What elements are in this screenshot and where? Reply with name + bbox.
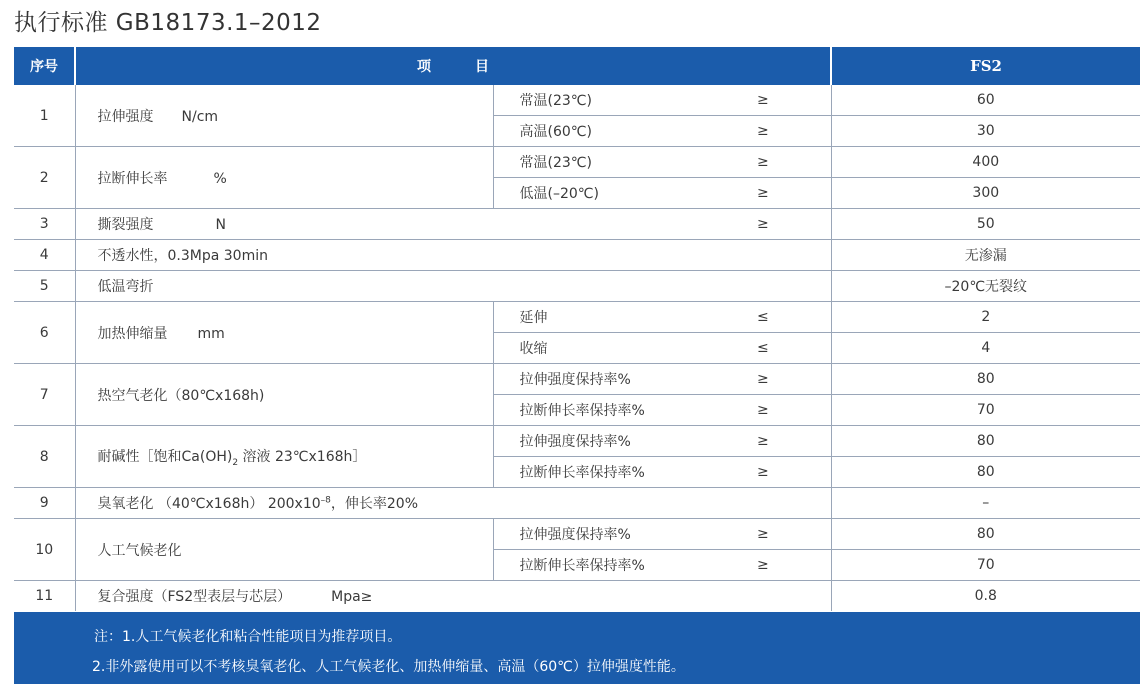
row-condition: 拉伸强度保持率%	[493, 519, 687, 550]
row-item	[75, 488, 831, 519]
row-item: 人工气候老化	[75, 519, 493, 581]
item-label: 复合强度（FS2型表层与芯层）	[97, 589, 292, 605]
row-condition: 收缩	[493, 333, 687, 364]
row-number: 9	[14, 488, 75, 519]
row-number: 6	[14, 302, 75, 364]
row-condition: 拉伸强度保持率%	[493, 426, 687, 457]
table-row	[14, 147, 1140, 178]
item-label-rest: 溶液 23℃x168h］	[238, 448, 367, 465]
row-item	[75, 209, 687, 240]
row-condition: 常温(23℃)	[493, 147, 687, 178]
row-symbol: ≤	[687, 333, 831, 364]
row-condition: 拉伸强度保持率%	[493, 364, 687, 395]
row-value: 300	[831, 178, 1140, 209]
table-row	[14, 302, 1140, 333]
item-unit: N/cm	[181, 108, 219, 125]
row-symbol: ≤	[687, 302, 831, 333]
row-value: 80	[831, 426, 1140, 457]
row-condition: 拉断伸长率保持率%	[493, 550, 687, 581]
row-value: –	[831, 488, 1140, 519]
row-item: 不透水性，0.3Mpa 30min	[75, 240, 831, 271]
row-symbol: ≥	[687, 147, 831, 178]
item-label: 加热伸缩量	[97, 325, 168, 342]
row-condition: 常温(23℃)	[493, 85, 687, 116]
row-item: 热空气老化（80℃x168h)	[75, 364, 493, 426]
row-value: 无渗漏	[831, 240, 1140, 271]
row-symbol: ≥	[687, 519, 831, 550]
row-number: 2	[14, 147, 75, 209]
item-label: 臭氧老化 （40℃x168h） 200x10	[97, 496, 321, 512]
table-row	[14, 488, 1140, 519]
spec-table	[14, 47, 1140, 611]
row-value: 70	[831, 395, 1140, 426]
page-title: 执行标准 GB18173.1–2012	[14, 10, 322, 36]
table-row	[14, 581, 1140, 612]
row-symbol: ≥	[687, 457, 831, 488]
item-unit: Mpa≥	[331, 589, 373, 605]
row-number: 7	[14, 364, 75, 426]
row-number: 1	[14, 85, 75, 147]
row-number: 8	[14, 426, 75, 488]
header-no: 序号	[14, 47, 75, 85]
row-value: 30	[831, 116, 1140, 147]
item-label: 拉断伸长率	[97, 170, 168, 187]
table-row	[14, 519, 1140, 550]
header-value: FS2	[831, 47, 1140, 85]
row-symbol: ≥	[687, 426, 831, 457]
table-row	[14, 240, 1140, 271]
row-value: 50	[831, 209, 1140, 240]
item-label: 耐碱性［饱和Ca(OH)	[97, 448, 233, 465]
row-symbol: ≥	[687, 364, 831, 395]
row-number: 4	[14, 240, 75, 271]
row-condition: 延伸	[493, 302, 687, 333]
row-value: 80	[831, 364, 1140, 395]
row-item	[75, 426, 493, 488]
table-row	[14, 209, 1140, 240]
table-row	[14, 85, 1140, 116]
item-label: 拉伸强度	[97, 108, 154, 125]
row-symbol: ≥	[687, 178, 831, 209]
row-condition: 拉断伸长率保持率%	[493, 457, 687, 488]
row-item: 低温弯折	[75, 271, 831, 302]
note-line: 注：1.人工气候老化和粘合性能项目为推荐项目。	[94, 629, 402, 645]
item-superscript: –8	[320, 495, 331, 506]
table-row	[14, 271, 1140, 302]
row-condition: 低温(–20℃)	[493, 178, 687, 209]
table-header-row	[14, 47, 1140, 85]
row-number: 5	[14, 271, 75, 302]
row-number: 10	[14, 519, 75, 581]
row-item	[75, 85, 493, 147]
row-value: –20℃无裂纹	[831, 271, 1140, 302]
notes-box	[14, 612, 1140, 684]
row-symbol: ≥	[687, 85, 831, 116]
table-row	[14, 364, 1140, 395]
row-value: 70	[831, 550, 1140, 581]
row-condition: 高温(60℃)	[493, 116, 687, 147]
row-symbol: ≥	[687, 395, 831, 426]
row-symbol: ≥	[687, 209, 831, 240]
row-value: 60	[831, 85, 1140, 116]
item-label: 撕裂强度	[97, 217, 154, 233]
header-item: 项目	[75, 47, 831, 85]
row-item	[75, 147, 493, 209]
row-number: 3	[14, 209, 75, 240]
row-item	[75, 302, 493, 364]
row-value: 80	[831, 519, 1140, 550]
row-value: 0.8	[831, 581, 1140, 612]
row-item	[75, 581, 831, 612]
row-value: 4	[831, 333, 1140, 364]
item-unit: %	[213, 170, 227, 187]
row-symbol: ≥	[687, 116, 831, 147]
row-number: 11	[14, 581, 75, 612]
row-condition: 拉断伸长率保持率%	[493, 395, 687, 426]
item-subscript: 2	[232, 457, 239, 468]
row-value: 2	[831, 302, 1140, 333]
item-label-rest: ，伸长率20%	[330, 496, 418, 512]
item-unit: N	[215, 217, 226, 233]
row-symbol: ≥	[687, 550, 831, 581]
item-unit: mm	[197, 325, 225, 342]
row-value: 400	[831, 147, 1140, 178]
standard-table	[14, 47, 1140, 611]
table-row	[14, 426, 1140, 457]
note-line: 2.非外露使用可以不考核臭氧老化、人工气候老化、加热伸缩量、高温（60℃）拉伸强度性能。	[92, 659, 685, 675]
row-value: 80	[831, 457, 1140, 488]
